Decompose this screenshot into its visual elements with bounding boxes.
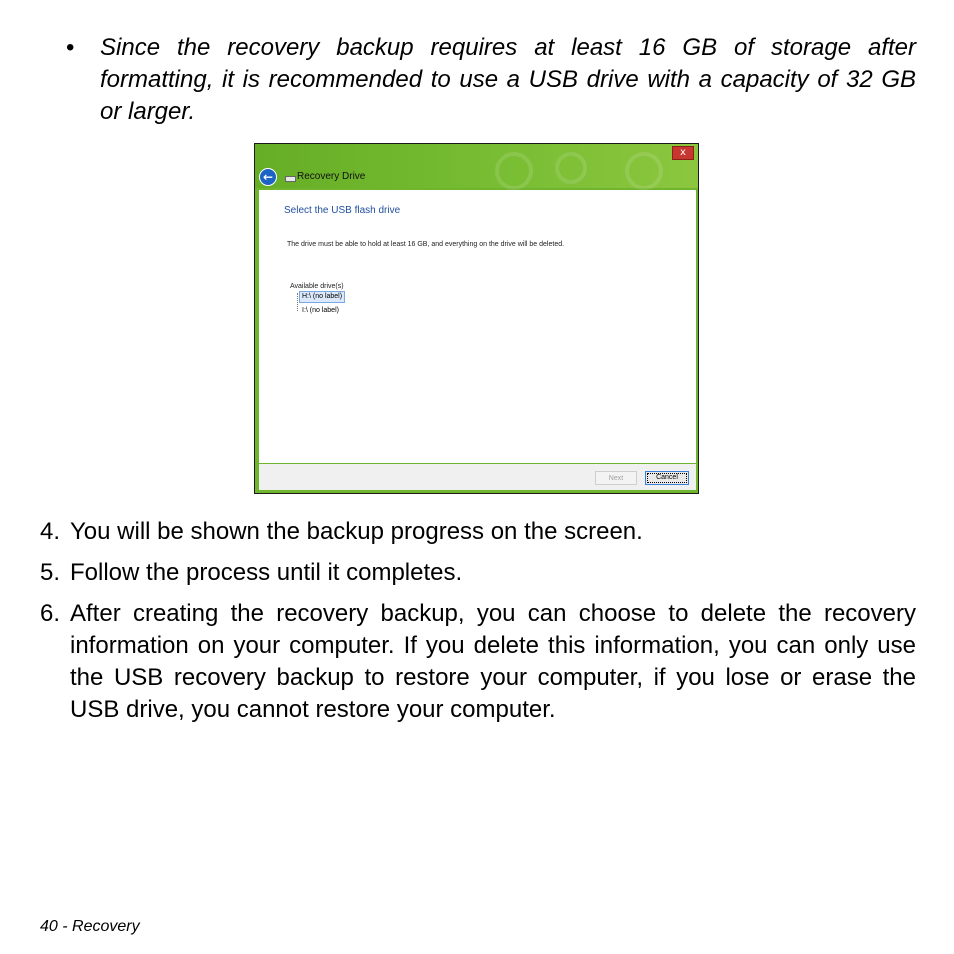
step-text: Follow the process until it completes. — [70, 559, 463, 586]
recovery-drive-screenshot — [254, 143, 699, 494]
window-titlebar — [255, 144, 698, 188]
cancel-button[interactable]: Cancel — [645, 471, 689, 485]
drive-option-h[interactable]: H:\ (no label) — [299, 291, 345, 303]
background-decoration — [495, 152, 533, 190]
available-drives-label: Available drive(s) — [290, 283, 344, 290]
step-text: You will be shown the backup progress on the screen. — [70, 518, 643, 545]
recommendation-bullet — [66, 32, 916, 128]
page-footer: 40 - Recovery — [40, 918, 140, 935]
wizard-footer — [259, 464, 696, 490]
wizard-description: The drive must be able to hold at least 16 GB, and everything on the drive will be deleted. — [287, 241, 565, 248]
background-decoration — [555, 152, 587, 184]
bullet-marker: • — [66, 34, 75, 61]
bullet-text: Since the recovery backup requires at least 16 GB of storage after formatting, it is recommended to use a USB drive with a capacity of 32 GB or larger. — [100, 34, 916, 125]
next-button[interactable]: Next — [595, 471, 637, 485]
close-button[interactable]: x — [672, 146, 694, 160]
window-title: Recovery Drive — [297, 171, 366, 182]
step-number: 5. — [40, 559, 61, 586]
step-number: 6. — [40, 600, 61, 627]
step-number: 4. — [40, 518, 61, 545]
usb-drive-icon — [285, 176, 296, 182]
step-item — [40, 516, 916, 548]
background-decoration — [625, 152, 663, 190]
step-text: After creating the recovery backup, you can choose to delete the recovery information on your computer. If you delete this information, you can only use the USB recovery backup to restore your computer, if you lose or erase the USB drive, you cannot restore your computer. — [70, 600, 916, 723]
step-item — [40, 557, 916, 589]
step-item — [40, 598, 916, 726]
wizard-content — [259, 190, 696, 463]
steps-list — [40, 516, 916, 735]
wizard-heading: Select the USB flash drive — [284, 205, 401, 216]
drive-option-i[interactable]: I:\ (no label) — [302, 307, 339, 314]
back-arrow-icon[interactable]: ← — [259, 168, 277, 186]
